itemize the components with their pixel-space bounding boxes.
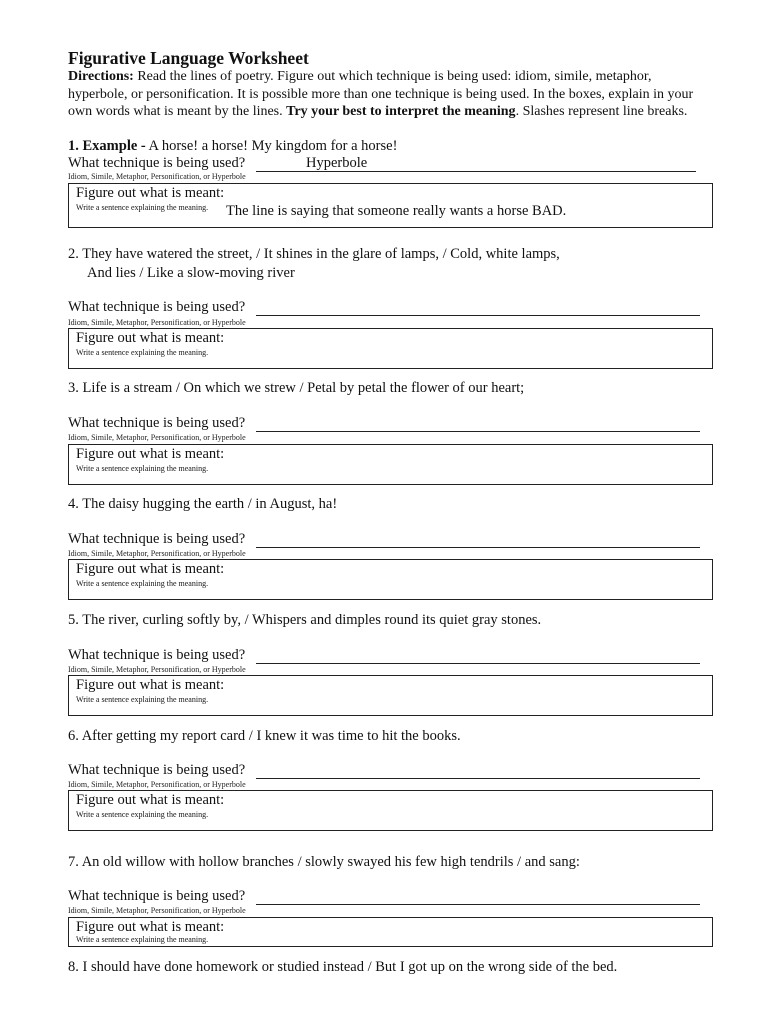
question-line: I should have done homework or studied instead / But I got up on the wrong side of the bed. [78,959,618,975]
question-line-2: And lies / Like a slow-moving river [87,265,295,281]
technique-answer-field[interactable] [256,531,700,548]
meaning-box-hint: Write a sentence explaining the meaning. [76,464,209,473]
meaning-box[interactable] [68,183,713,228]
meaning-box[interactable] [68,559,713,600]
question-line: The river, curling softly by, / Whispers and dimples round its quiet gray stones. [78,612,542,628]
question-text [68,727,461,746]
meaning-box-hint: Write a sentence explaining the meaning. [76,203,209,212]
question-text [68,495,337,514]
question-line: The daisy hugging the earth / in August, ha! [78,496,338,512]
directions-label: Directions: [68,69,134,84]
meaning-box[interactable] [68,790,713,831]
technique-answer: Hyperbole [306,155,368,171]
meaning-box-hint: Write a sentence explaining the meaning. [76,935,209,944]
question-text [68,958,617,977]
question-line: After getting my report card / I knew it was time to hit the books. [78,728,461,744]
meaning-box-hint: Write a sentence explaining the meaning. [76,810,209,819]
meaning-box-hint: Write a sentence explaining the meaning. [76,695,209,704]
question-line: An old willow with hollow branches / slowly swayed his few high tendrils / and sang: [78,854,580,870]
meaning-box-title: Figure out what is meant: [76,185,225,201]
page-title: Figurative Language Worksheet [68,48,309,68]
technique-answer-field[interactable] [256,762,700,779]
question-number: 2. [68,246,79,262]
technique-label: What technique is being used? [68,531,246,547]
technique-label: What technique is being used? [68,299,246,315]
question-text [68,853,580,872]
technique-answer-field[interactable] [256,888,700,905]
question-number: 7. [68,854,79,870]
technique-label: What technique is being used? [68,647,246,663]
question-line: They have watered the street, / It shines in the glare of lamps, / Cold, white lamps, [78,246,560,262]
technique-label: What technique is being used? [68,415,246,431]
technique-hint: Idiom, Simile, Metaphor, Personification, or Hyperbole [68,665,246,674]
meaning-box[interactable] [68,328,713,369]
question-text [68,611,541,630]
question-number: 4. [68,496,79,512]
meaning-box-title: Figure out what is meant: [76,561,225,577]
meaning-box-hint: Write a sentence explaining the meaning. [76,348,209,357]
directions-end: . Slashes represent line breaks. [515,104,688,119]
question-number: 6. [68,728,79,744]
question-text [68,245,560,283]
technique-hint: Idiom, Simile, Metaphor, Personification, or Hyperbole [68,549,246,558]
technique-label: What technique is being used? [68,762,246,778]
question-text [68,137,397,156]
question-number: 8. [68,959,79,975]
technique-answer-field[interactable] [256,415,700,432]
meaning-box[interactable] [68,675,713,716]
question-number: 5. [68,612,79,628]
meaning-box-title: Figure out what is meant: [76,919,225,935]
technique-hint: Idiom, Simile, Metaphor, Personification, or Hyperbole [68,172,246,181]
question-text [68,379,524,398]
example-label: Example - [82,138,146,154]
technique-hint: Idiom, Simile, Metaphor, Personification, or Hyperbole [68,433,246,442]
meaning-box[interactable] [68,917,713,947]
question-number: 1. [68,138,79,154]
technique-answer-field[interactable] [256,155,696,172]
meaning-answer: The line is saying that someone really wants a horse BAD. [226,203,567,219]
technique-label: What technique is being used? [68,888,246,904]
directions-text: Read the lines of poetry. Figure out which technique is being used: idiom, simile, metaphor, hyperbole, or personification. It is possible more than one technique is being used. In the boxes, explain in your own words what is meant by the lines. [68,69,694,119]
question-number: 3. [68,380,79,396]
meaning-box-title: Figure out what is meant: [76,792,225,808]
meaning-box-hint: Write a sentence explaining the meaning. [76,579,209,588]
meaning-box-title: Figure out what is meant: [76,330,225,346]
technique-hint: Idiom, Simile, Metaphor, Personification, or Hyperbole [68,780,246,789]
question-line: A horse! a horse! My kingdom for a horse! [145,138,398,154]
technique-label: What technique is being used? [68,155,246,171]
meaning-box-title: Figure out what is meant: [76,446,225,462]
meaning-box[interactable] [68,444,713,485]
technique-hint: Idiom, Simile, Metaphor, Personification, or Hyperbole [68,906,246,915]
question-line: Life is a stream / On which we strew / Petal by petal the flower of our heart; [78,380,525,396]
directions-emphasis: Try your best to interpret the meaning [286,104,516,119]
technique-answer-field[interactable] [256,299,700,316]
technique-hint: Idiom, Simile, Metaphor, Personification, or Hyperbole [68,318,246,327]
meaning-box-title: Figure out what is meant: [76,677,225,693]
technique-answer-field[interactable] [256,647,700,664]
